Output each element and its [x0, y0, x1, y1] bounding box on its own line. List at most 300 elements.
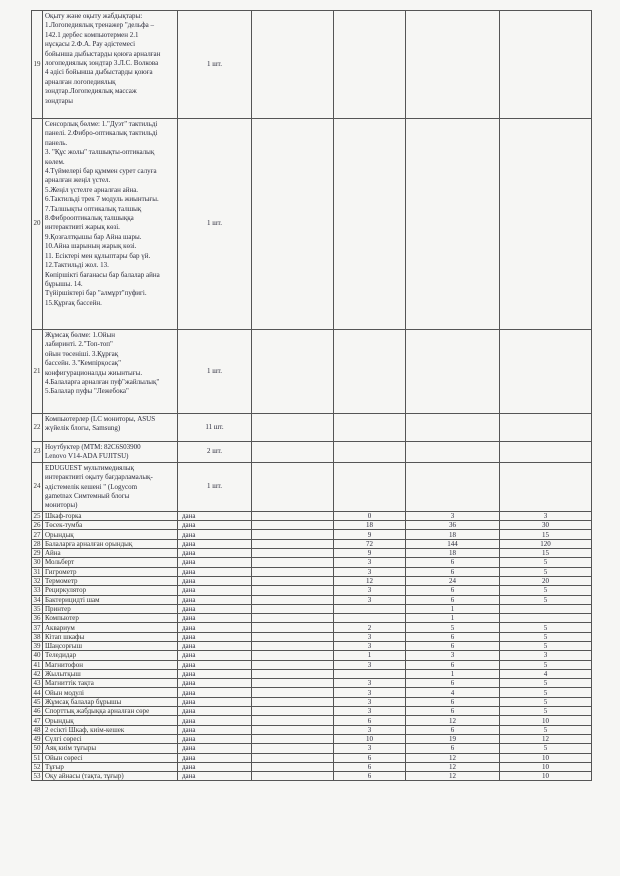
- description-line: арналған логопедиялық: [45, 77, 116, 86]
- quantity-a: 72: [334, 539, 406, 548]
- quantity-b: 6: [406, 567, 500, 576]
- empty-cell: [252, 651, 334, 660]
- quantity-a: 6: [334, 762, 406, 771]
- item-unit: дана: [178, 669, 252, 678]
- table-row: [32, 753, 592, 762]
- item-name: Орындық: [43, 716, 178, 725]
- quantity-b: 19: [406, 734, 500, 743]
- empty-cell: [252, 707, 334, 716]
- quantity-a: 3: [334, 660, 406, 669]
- item-unit: дана: [178, 632, 252, 641]
- quantity-a: 9: [334, 530, 406, 539]
- row-number: 21: [32, 330, 43, 414]
- quantity-b: 6: [406, 744, 500, 753]
- description-line: әдістемелік кешені " (Logycom: [45, 482, 138, 491]
- description-line: 15.Құрғақ бассейн.: [45, 298, 102, 307]
- empty-cell: [334, 330, 406, 414]
- item-name: Тұғыр: [43, 762, 178, 771]
- quantity-c: 5: [500, 697, 592, 706]
- description-line: зондтар.Логопедиялық массаж: [45, 87, 137, 96]
- description-line: 1.Логопедиялық тренажер "дельфа –: [45, 21, 154, 30]
- description-line: арналған жеңіл үстел.: [45, 176, 111, 185]
- description-line: Жұмсақ бөлме: 1.Ойын: [45, 331, 115, 339]
- table-row: [32, 119, 592, 330]
- row-number: 37: [33, 623, 41, 632]
- quantity-c: 20: [500, 576, 592, 585]
- row-number: 23: [32, 442, 43, 463]
- empty-cell: [252, 539, 334, 548]
- empty-cell: [252, 119, 334, 330]
- item-unit: дана: [178, 660, 252, 669]
- quantity-b: 18: [406, 530, 500, 539]
- item-name: Сүлгі сөресі: [43, 734, 178, 743]
- row-number: 48: [33, 725, 41, 734]
- item-unit: дана: [178, 576, 252, 585]
- table-row: [32, 762, 592, 771]
- table-row: [32, 442, 592, 463]
- quantity-c: 5: [500, 567, 592, 576]
- empty-cell: [252, 530, 334, 539]
- item-name: Компьютер: [43, 614, 178, 623]
- description-line: интерактивті жарық көзі.: [45, 223, 120, 232]
- quantity-c: 5: [500, 688, 592, 697]
- empty-cell: [406, 11, 500, 119]
- row-number: 25: [33, 511, 41, 520]
- quantity-a: 3: [334, 586, 406, 595]
- empty-cell: [406, 414, 500, 442]
- quantity-a: 1: [334, 651, 406, 660]
- table-row: [32, 716, 592, 725]
- item-unit: 1 шт.: [178, 11, 252, 119]
- item-unit: дана: [178, 539, 252, 548]
- description-line: жүйелік блогы, Samsung): [45, 424, 121, 433]
- item-unit: дана: [178, 586, 252, 595]
- row-number: 43: [33, 679, 41, 688]
- item-unit: дана: [178, 707, 252, 716]
- table-row: [32, 623, 592, 632]
- item-name: Магнитофон: [43, 660, 178, 669]
- empty-cell: [252, 716, 334, 725]
- empty-cell: [252, 549, 334, 558]
- table-row: [32, 744, 592, 753]
- quantity-a: 6: [334, 772, 406, 781]
- empty-cell: [334, 11, 406, 119]
- row-number: 45: [33, 697, 41, 706]
- item-name: Теледидар: [43, 651, 178, 660]
- row-number: 38: [33, 632, 41, 641]
- table-row: [32, 567, 592, 576]
- item-name: Ойын модулі: [43, 688, 178, 697]
- description-line: 4 әдісі бойынша дыбыстарды қоюға: [45, 68, 153, 77]
- table-row: [32, 679, 592, 688]
- row-number: 34: [33, 595, 41, 604]
- row-number: 32: [33, 577, 41, 586]
- quantity-c: [500, 614, 592, 623]
- inventory-table: [31, 10, 592, 781]
- item-name: Мольберт: [43, 558, 178, 567]
- description-line: 11. Есіктері мен құлыптары бар үй.: [45, 251, 151, 260]
- quantity-c: [500, 604, 592, 613]
- description-line: панелі. 2.Фибро-оптикалық тактильді: [45, 129, 158, 138]
- empty-cell: [334, 462, 406, 511]
- item-unit: дана: [178, 651, 252, 660]
- item-description: [43, 330, 178, 414]
- table-row: [32, 697, 592, 706]
- empty-cell: [500, 462, 592, 511]
- row-number: 49: [33, 735, 41, 744]
- item-unit: дана: [178, 744, 252, 753]
- quantity-b: 1: [406, 669, 500, 678]
- description-line: Сенсорлық бөлме: 1."Дуэт" тактильді: [45, 120, 158, 128]
- description-line: Түйіршіктері бар "алмұрт"пуфигі.: [45, 289, 147, 298]
- quantity-c: 10: [500, 716, 592, 725]
- quantity-b: 1: [406, 614, 500, 623]
- item-unit: 1 шт.: [178, 330, 252, 414]
- row-number: 51: [33, 753, 41, 762]
- quantity-c: 3: [500, 511, 592, 520]
- quantity-c: 30: [500, 521, 592, 530]
- item-name: Бактерицидті шам: [43, 595, 178, 604]
- table-row: [32, 707, 592, 716]
- quantity-a: 6: [334, 753, 406, 762]
- item-name: Аяқ киім тұғыры: [43, 744, 178, 753]
- quantity-b: 36: [406, 521, 500, 530]
- quantity-a: 2: [334, 623, 406, 632]
- empty-cell: [500, 119, 592, 330]
- item-description: [43, 11, 178, 119]
- quantity-c: 5: [500, 725, 592, 734]
- quantity-a: 3: [334, 679, 406, 688]
- item-name: Жылытқыш: [43, 669, 178, 678]
- item-description: [43, 442, 178, 463]
- quantity-c: 5: [500, 595, 592, 604]
- empty-cell: [252, 725, 334, 734]
- table-row: [32, 604, 592, 613]
- empty-cell: [252, 567, 334, 576]
- empty-cell: [252, 414, 334, 442]
- quantity-c: 12: [500, 734, 592, 743]
- description-line: 8.Фиброоптикалық талшыққа: [45, 214, 134, 223]
- empty-cell: [252, 753, 334, 762]
- item-unit: дана: [178, 549, 252, 558]
- table-row: [32, 539, 592, 548]
- quantity-c: 5: [500, 744, 592, 753]
- description-line: бұрышы. 14.: [45, 279, 83, 288]
- item-unit: дана: [178, 697, 252, 706]
- row-number: 30: [33, 558, 41, 567]
- quantity-b: 6: [406, 642, 500, 651]
- table-row: [32, 462, 592, 511]
- table-row: [32, 614, 592, 623]
- quantity-a: [334, 614, 406, 623]
- item-unit: дана: [178, 558, 252, 567]
- description-line: 142.1 дербес компьютермен 2.1: [45, 30, 139, 39]
- empty-cell: [406, 330, 500, 414]
- item-unit: дана: [178, 762, 252, 771]
- empty-cell: [406, 462, 500, 511]
- empty-cell: [500, 330, 592, 414]
- item-name: Оқу айнасы (тақта, тұғыр): [43, 772, 178, 781]
- empty-cell: [406, 119, 500, 330]
- table-row: [32, 549, 592, 558]
- quantity-b: 24: [406, 576, 500, 585]
- description-line: логопедиялық зондтар 3.Л.С. Волкова: [45, 59, 159, 68]
- table-row: [32, 586, 592, 595]
- item-unit: 1 шт.: [178, 462, 252, 511]
- quantity-a: 3: [334, 558, 406, 567]
- quantity-a: 3: [334, 725, 406, 734]
- description-line: нұсқасы 2.Ф.А. Рау әдістемесі: [45, 40, 136, 49]
- empty-cell: [252, 642, 334, 651]
- empty-cell: [252, 660, 334, 669]
- quantity-c: 10: [500, 772, 592, 781]
- quantity-c: 5: [500, 558, 592, 567]
- description-line: 4.Түймелері бар құммен сурет салуға: [45, 167, 157, 176]
- row-number: 19: [32, 11, 43, 119]
- quantity-b: 18: [406, 549, 500, 558]
- item-unit: дана: [178, 642, 252, 651]
- quantity-b: 12: [406, 716, 500, 725]
- item-unit: дана: [178, 595, 252, 604]
- quantity-a: 3: [334, 642, 406, 651]
- row-number: 35: [33, 604, 41, 613]
- description-line: 9.Қозғалтқышы бар Айна шары.: [45, 232, 142, 241]
- item-name: Принтер: [43, 604, 178, 613]
- table-row: [32, 651, 592, 660]
- empty-cell: [252, 669, 334, 678]
- table-row: [32, 595, 592, 604]
- item-unit: дана: [178, 725, 252, 734]
- item-description: [43, 119, 178, 330]
- quantity-a: 18: [334, 521, 406, 530]
- empty-cell: [252, 558, 334, 567]
- empty-cell: [334, 442, 406, 463]
- quantity-b: 6: [406, 725, 500, 734]
- table-row: [32, 511, 592, 520]
- empty-cell: [252, 521, 334, 530]
- item-unit: дана: [178, 604, 252, 613]
- empty-cell: [406, 442, 500, 463]
- quantity-a: 3: [334, 688, 406, 697]
- table-row: [32, 558, 592, 567]
- quantity-c: 15: [500, 530, 592, 539]
- item-name: Орындық: [43, 530, 178, 539]
- table-row: [32, 772, 592, 781]
- description-line: 12.Тактильді жол. 13.: [45, 261, 109, 270]
- row-number: 31: [33, 567, 41, 576]
- quantity-c: 5: [500, 623, 592, 632]
- quantity-a: 9: [334, 549, 406, 558]
- empty-cell: [334, 414, 406, 442]
- item-name: 2 есікті Шкаф, киім-кешек: [43, 725, 178, 734]
- item-name: Балаларға арналған орындық: [43, 539, 178, 548]
- description-line: 7.Талшықты оптикалық талшық: [45, 204, 142, 213]
- quantity-c: 3: [500, 651, 592, 660]
- empty-cell: [252, 697, 334, 706]
- empty-cell: [252, 442, 334, 463]
- quantity-c: 5: [500, 679, 592, 688]
- empty-cell: [252, 762, 334, 771]
- description-line: конфигурационалды жиынтығы.: [45, 368, 143, 377]
- description-line: Ноутбуктер (МТМ: 82С6S03900: [45, 443, 141, 451]
- item-description: [43, 462, 178, 511]
- quantity-b: 3: [406, 651, 500, 660]
- empty-cell: [252, 462, 334, 511]
- row-number: 24: [32, 462, 43, 511]
- table-row: [32, 576, 592, 585]
- description-line: Оқыту және оқыту жабдықтары:: [45, 12, 143, 20]
- quantity-b: 12: [406, 753, 500, 762]
- item-name: Айна: [43, 549, 178, 558]
- item-unit: дана: [178, 753, 252, 762]
- description-line: gametnax Симтемный блогы: [45, 492, 130, 501]
- quantity-a: 3: [334, 595, 406, 604]
- row-number: 40: [33, 651, 41, 660]
- item-name: Термометр: [43, 576, 178, 585]
- quantity-c: 5: [500, 586, 592, 595]
- table-row: [32, 725, 592, 734]
- row-number: 28: [33, 539, 41, 548]
- item-description: [43, 414, 178, 442]
- description-line: 3. "Құс жолы" талшықты-оптикалық: [45, 148, 155, 157]
- empty-cell: [252, 576, 334, 585]
- quantity-b: 6: [406, 586, 500, 595]
- row-number: 20: [32, 119, 43, 330]
- empty-cell: [334, 119, 406, 330]
- quantity-a: 3: [334, 697, 406, 706]
- item-name: Кітап шкафы: [43, 632, 178, 641]
- quantity-a: 3: [334, 707, 406, 716]
- empty-cell: [500, 11, 592, 119]
- item-name: Ойын сөресі: [43, 753, 178, 762]
- item-unit: 11 шт.: [178, 414, 252, 442]
- empty-cell: [252, 614, 334, 623]
- item-name: Гигрометр: [43, 567, 178, 576]
- item-unit: дана: [178, 614, 252, 623]
- item-name: Рециркулятор: [43, 586, 178, 595]
- quantity-c: 4: [500, 669, 592, 678]
- item-unit: дана: [178, 716, 252, 725]
- quantity-a: 3: [334, 744, 406, 753]
- row-number: 22: [32, 414, 43, 442]
- description-line: ойын төсеніші. 3.Құрғақ: [45, 349, 119, 358]
- description-line: мониторы): [45, 501, 78, 510]
- quantity-b: 6: [406, 632, 500, 641]
- row-number: 47: [33, 716, 41, 725]
- quantity-c: 5: [500, 642, 592, 651]
- item-name: Төсек-тумба: [43, 521, 178, 530]
- empty-cell: [500, 414, 592, 442]
- item-unit: дана: [178, 521, 252, 530]
- item-unit: 1 шт.: [178, 119, 252, 330]
- quantity-b: 6: [406, 660, 500, 669]
- row-number: 46: [33, 707, 41, 716]
- description-line: EDUGUEST мультимедиялық: [45, 463, 134, 472]
- description-line: бойынша дыбыстарды қоюға арналған: [45, 49, 161, 58]
- quantity-b: 1: [406, 604, 500, 613]
- description-line: көлем.: [45, 157, 65, 166]
- row-number: 50: [33, 744, 41, 753]
- item-unit: дана: [178, 688, 252, 697]
- description-line: панель.: [45, 138, 68, 147]
- empty-cell: [252, 604, 334, 613]
- empty-cell: [252, 734, 334, 743]
- quantity-a: 3: [334, 632, 406, 641]
- quantity-a: 6: [334, 716, 406, 725]
- table-row: [32, 688, 592, 697]
- row-number: 41: [33, 660, 41, 669]
- empty-cell: [252, 688, 334, 697]
- table-row: [32, 11, 592, 119]
- empty-cell: [252, 511, 334, 520]
- quantity-b: 5: [406, 623, 500, 632]
- description-line: 5.Балалар пуфы "Лежебока": [45, 387, 129, 396]
- description-line: Көпіршікті бағанасы бар балалар айна: [45, 270, 160, 279]
- quantity-c: 10: [500, 753, 592, 762]
- quantity-a: [334, 604, 406, 613]
- empty-cell: [252, 744, 334, 753]
- item-unit: дана: [178, 679, 252, 688]
- row-number: 53: [33, 772, 41, 781]
- item-unit: дана: [178, 511, 252, 520]
- item-name: Спорттық жабдыққа арналған сөре: [43, 707, 178, 716]
- quantity-b: 4: [406, 688, 500, 697]
- quantity-b: 6: [406, 558, 500, 567]
- row-number: 26: [33, 521, 41, 530]
- item-name: Шаңсорғыш: [43, 642, 178, 651]
- empty-cell: [252, 632, 334, 641]
- quantity-b: 6: [406, 679, 500, 688]
- item-name: Магниттік тақта: [43, 679, 178, 688]
- quantity-c: 10: [500, 762, 592, 771]
- table-row: [32, 530, 592, 539]
- table-row: [32, 521, 592, 530]
- quantity-b: 6: [406, 707, 500, 716]
- empty-cell: [252, 772, 334, 781]
- description-line: Lenovo V14-ADA FUJITSU): [45, 452, 129, 461]
- description-line: 6.Тактильді трек 7 модуль жиынтығы.: [45, 195, 159, 204]
- row-number: 33: [33, 586, 41, 595]
- quantity-c: 5: [500, 707, 592, 716]
- description-line: лабиринті. 2."Топ-топ": [45, 340, 113, 349]
- empty-cell: [252, 679, 334, 688]
- item-unit: дана: [178, 623, 252, 632]
- description-line: Компьютерлер (LC мониторы, ASUS: [45, 415, 156, 423]
- table-row: [32, 642, 592, 651]
- quantity-c: 5: [500, 660, 592, 669]
- item-name: Жұмсақ балалар бұрышы: [43, 697, 178, 706]
- quantity-a: 12: [334, 576, 406, 585]
- table-row: [32, 734, 592, 743]
- quantity-c: 15: [500, 549, 592, 558]
- table-row: [32, 660, 592, 669]
- quantity-c: 120: [500, 539, 592, 548]
- item-unit: дана: [178, 530, 252, 539]
- quantity-b: 6: [406, 697, 500, 706]
- empty-cell: [252, 330, 334, 414]
- quantity-a: [334, 669, 406, 678]
- row-number: 39: [33, 642, 41, 651]
- table-row: [32, 632, 592, 641]
- quantity-b: 12: [406, 762, 500, 771]
- quantity-c: 5: [500, 632, 592, 641]
- item-unit: дана: [178, 772, 252, 781]
- description-line: интерактивті оқыту бағдарламалық-: [45, 473, 153, 482]
- row-number: 44: [33, 688, 41, 697]
- empty-cell: [252, 11, 334, 119]
- description-line: зондтары: [45, 96, 73, 105]
- description-line: 10.Айна шарының жарық көзі.: [45, 242, 137, 251]
